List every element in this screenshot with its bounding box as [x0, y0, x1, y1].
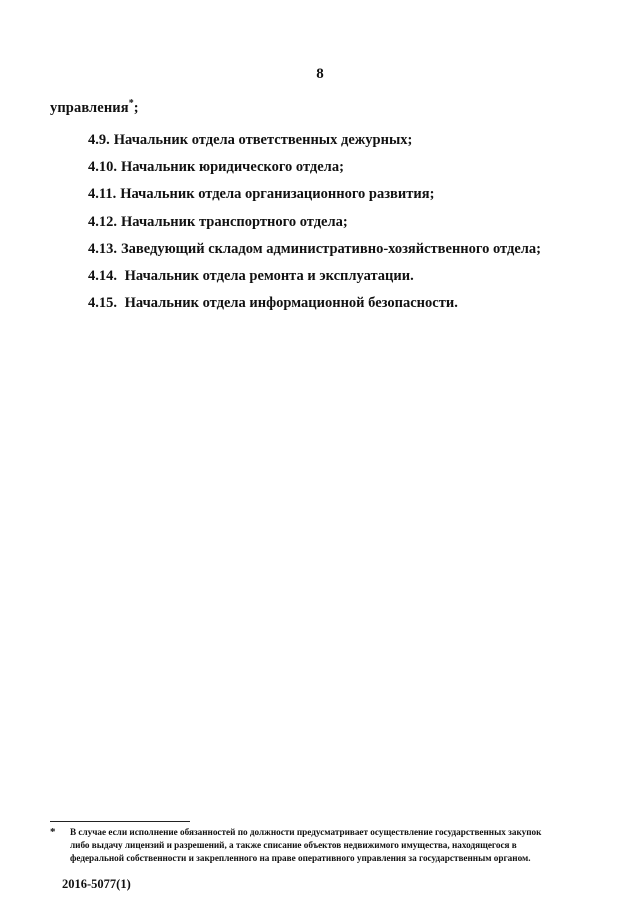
footnote	[50, 826, 610, 865]
item-number: 4.10.	[88, 159, 117, 176]
item-text: Заведующий складом административно-хозяйственного отдела;	[121, 240, 541, 257]
item-number: 4.15.	[88, 295, 117, 312]
page-number: 8	[316, 66, 324, 82]
item-text: Начальник транспортного отдела;	[121, 213, 348, 230]
list-item	[88, 154, 541, 181]
list-item	[88, 181, 541, 208]
footnote-line: В случае если исполнение обязанностей по должности предусматривает осуществление государственных закупок	[70, 827, 542, 837]
list-item	[88, 209, 541, 236]
item-number: 4.12.	[88, 213, 117, 230]
item-text: Начальник отдела информационной безопасности.	[121, 295, 458, 312]
intro-text: управления	[50, 100, 129, 116]
item-number: 4.11.	[88, 186, 117, 203]
item-text: Начальник юридического отдела;	[121, 159, 344, 176]
footnote-text	[70, 826, 610, 865]
item-number: 4.13.	[88, 240, 117, 257]
position-list	[88, 127, 541, 317]
list-item	[88, 263, 541, 290]
footnote-line: либо выдачу лицензий и разрешений, а также списание объектов недвижимого имущества, находящегося в	[70, 840, 517, 850]
footnote-marker: *	[128, 98, 134, 110]
intro-trail: ;	[133, 100, 139, 116]
item-text: Начальник отдела ответственных дежурных;	[113, 132, 413, 148]
item-text: Начальник отдела ремонта и эксплуатации.	[121, 267, 414, 284]
footnote-mark: *	[50, 826, 56, 838]
item-text: Начальник отдела организационного развития;	[120, 186, 435, 203]
list-item	[88, 290, 541, 317]
item-number: 4.9.	[88, 132, 110, 148]
list-item	[88, 236, 541, 263]
item-number: 4.14.	[88, 267, 117, 284]
list-item	[88, 127, 541, 154]
intro-line	[50, 100, 139, 117]
footnote-divider	[50, 821, 190, 822]
footnote-line: федеральной собственности и закрепленного на праве оперативного управления за государственным органом.	[70, 853, 531, 863]
document-code: 2016-5077(1)	[62, 877, 131, 891]
